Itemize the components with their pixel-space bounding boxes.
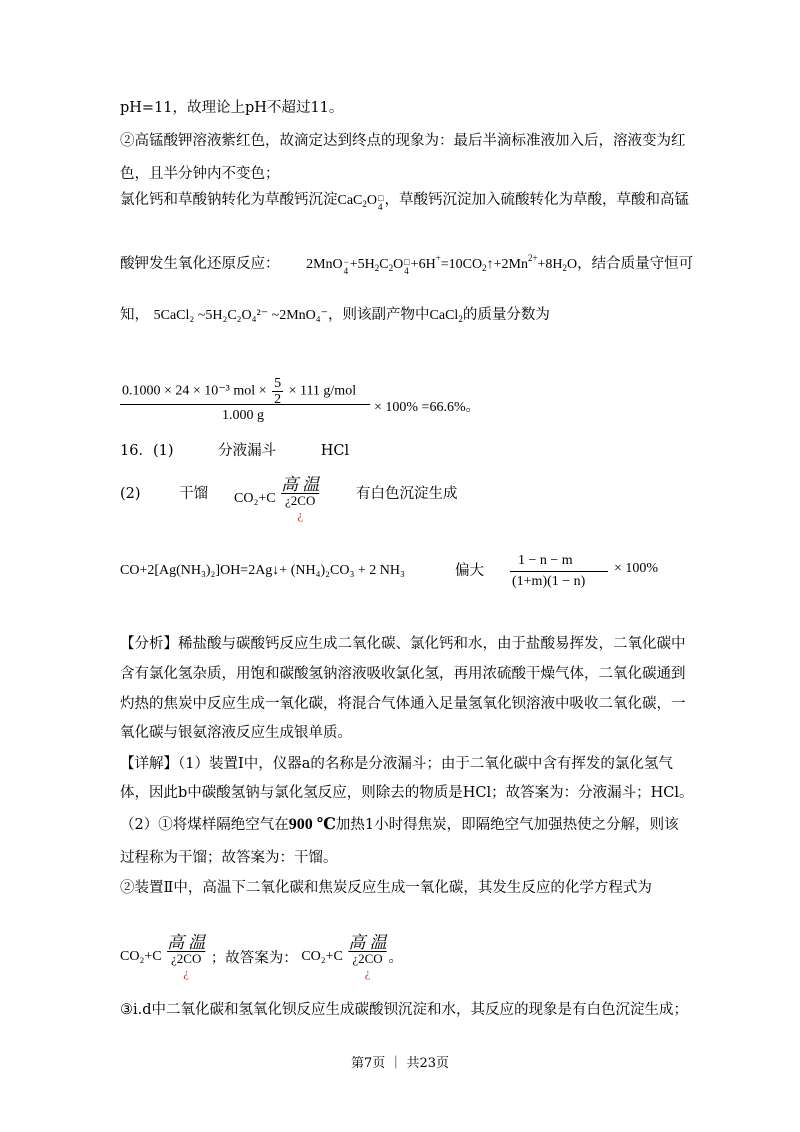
q16-line-2 bbox=[120, 484, 208, 504]
detail-line-5: ②装置Ⅱ中，高温下二氧化碳和焦炭反应生成一氧化碳，其发生反应的化学方程式为 bbox=[120, 880, 652, 896]
detail-line-1: 【详解】（1）装置Ⅰ中，仪器a的名称是分液漏斗；由于二氧化碳中含有挥发的氯化氢气 bbox=[120, 756, 673, 772]
formula-cac2o4: CaC$_2$O □ 4 bbox=[337, 193, 384, 212]
line-4-text-b: ，草酸钙沉淀加入硫酸转化为草酸，草酸和高锰 bbox=[384, 192, 689, 208]
analysis-line-2: 含有氯化氢杂质，用饱和碳酸氢钠溶液吸收氯化氢，再用浓硫酸干燥气体，二氧化碳通到 bbox=[120, 666, 686, 682]
line-1: pH=11，故理论上pH不超过11。 bbox=[120, 100, 344, 116]
q16-fraction-denominator: (1+m)(1 − n) bbox=[512, 574, 586, 589]
analysis-line-3: 灼热的焦炭中反应生成一氧化碳，将混合气体通入足量氢氧化钡溶液中吸收二氧化碳，一 bbox=[120, 696, 686, 712]
detail-line-3: （2）①将煤样隔绝空气在900 ℃加热1小时得焦炭，即隔绝空气加强热使之分解，则该 bbox=[120, 816, 679, 833]
analysis-line-1: 【分析】稀盐酸与碳酸钙反应生成二氧化碳、氯化钙和水，由于盐酸易挥发，二氧化碳中 bbox=[120, 636, 686, 652]
detail-line-7: ③i.d中二氧化碳和氢氧化钡反应生成碳酸钡沉淀和水，其反应的现象是有白色沉淀生成； bbox=[120, 1002, 689, 1018]
line-4 bbox=[120, 190, 689, 214]
line-3: 色，且半分钟内不变色； bbox=[120, 166, 280, 182]
analysis-line-4: 氧化碳与银氨溶液反应生成银单质。 bbox=[120, 725, 352, 741]
q16-answer-precipitate: 有白色沉淀生成 bbox=[356, 486, 458, 502]
line-4-text-a: 氯化钙和草酸钠转化为草酸钙沉淀 bbox=[120, 192, 338, 208]
mass-fraction-result: × 100% =66.6%。 bbox=[374, 400, 480, 415]
detail-line-6: CO₂+C 高 温 ¿2CO ¿ ；故答案为： CO₂+C 高 温 ¿2CO ¿ 。 bbox=[120, 933, 403, 980]
q16-line-1 bbox=[120, 441, 349, 461]
page-footer: 第7页 ｜ 共23页 bbox=[350, 1056, 450, 1071]
formula-cacl2: CaCl$_2$ bbox=[429, 308, 463, 324]
condition-high-temp: 高 温 ¿2CO ¿ bbox=[281, 475, 320, 522]
line-5 bbox=[120, 248, 693, 278]
mass-fraction-denominator: 1.000 g bbox=[222, 408, 264, 423]
q16-answer-larger: 偏大 bbox=[455, 563, 484, 579]
q16-fraction-bar bbox=[510, 571, 608, 572]
line-6-text-c: 的质量分数为 bbox=[462, 307, 550, 323]
condition-high-temp-3: 高 温 ¿2CO ¿ bbox=[348, 933, 387, 980]
line-5-text-a: 酸钾发生氧化还原反应： bbox=[120, 256, 280, 272]
mass-fraction-numerator: 0.1000 × 24 × 10⁻³ mol × $\frac{5}{2}$ × 111 g/mol bbox=[122, 376, 357, 407]
detail-line-2: 体，因此b中碳酸氢钠与氯化氢反应，则除去的物质是HCl；故答案为：分液漏斗；HCl。 bbox=[120, 785, 694, 801]
mass-fraction-bar bbox=[120, 404, 370, 405]
condition-high-temp-2: 高 温 ¿2CO ¿ bbox=[167, 933, 206, 980]
q16-answer-hcl: HCl bbox=[320, 443, 350, 459]
line-5-text-b: ，结合质量守恒可 bbox=[577, 256, 694, 272]
q16-equation-co: CO₂+C 高 温 ¿2CO ¿ bbox=[234, 475, 320, 522]
q16-fraction-numerator: 1 − n − m bbox=[518, 553, 573, 568]
q16-number: 16．(1) bbox=[120, 443, 174, 459]
q16-fraction-result: × 100% bbox=[614, 561, 659, 576]
line-6 bbox=[120, 305, 550, 329]
q16-part-2: (2) bbox=[120, 486, 141, 502]
q16-answer-dry-distillation: 干馏 bbox=[179, 486, 209, 502]
mass-relation: 5CaCl₂ ~5H₂C₂O₄²⁻ ~2MnO₄⁻ bbox=[153, 308, 329, 323]
detail-line-4: 过程称为干馏；故答案为：干馏。 bbox=[120, 850, 338, 866]
q16-line-3: CO+2[Ag(NH₃)₂]OH=2Ag↓+ (NH₄)₂CO₃ + 2 NH₃ bbox=[120, 563, 405, 578]
line-6-text-a: 知， bbox=[120, 307, 149, 323]
equation-redox: 2MnO − 4 $+5H_2C_2O$ □ 4 $+6H^+=10CO_2↑+2Mn^{2+}+8H_2O$ bbox=[306, 253, 578, 276]
line-2: ②高锰酸钾溶液紫红色，故滴定达到终点的现象为：最后半滴标准液加入后，溶液变为红 bbox=[120, 133, 686, 149]
temperature-value: 900 ℃ bbox=[288, 816, 336, 833]
q16-answer-funnel: 分液漏斗 bbox=[218, 443, 277, 459]
line-6-text-b: ，则该副产物中 bbox=[328, 307, 430, 323]
